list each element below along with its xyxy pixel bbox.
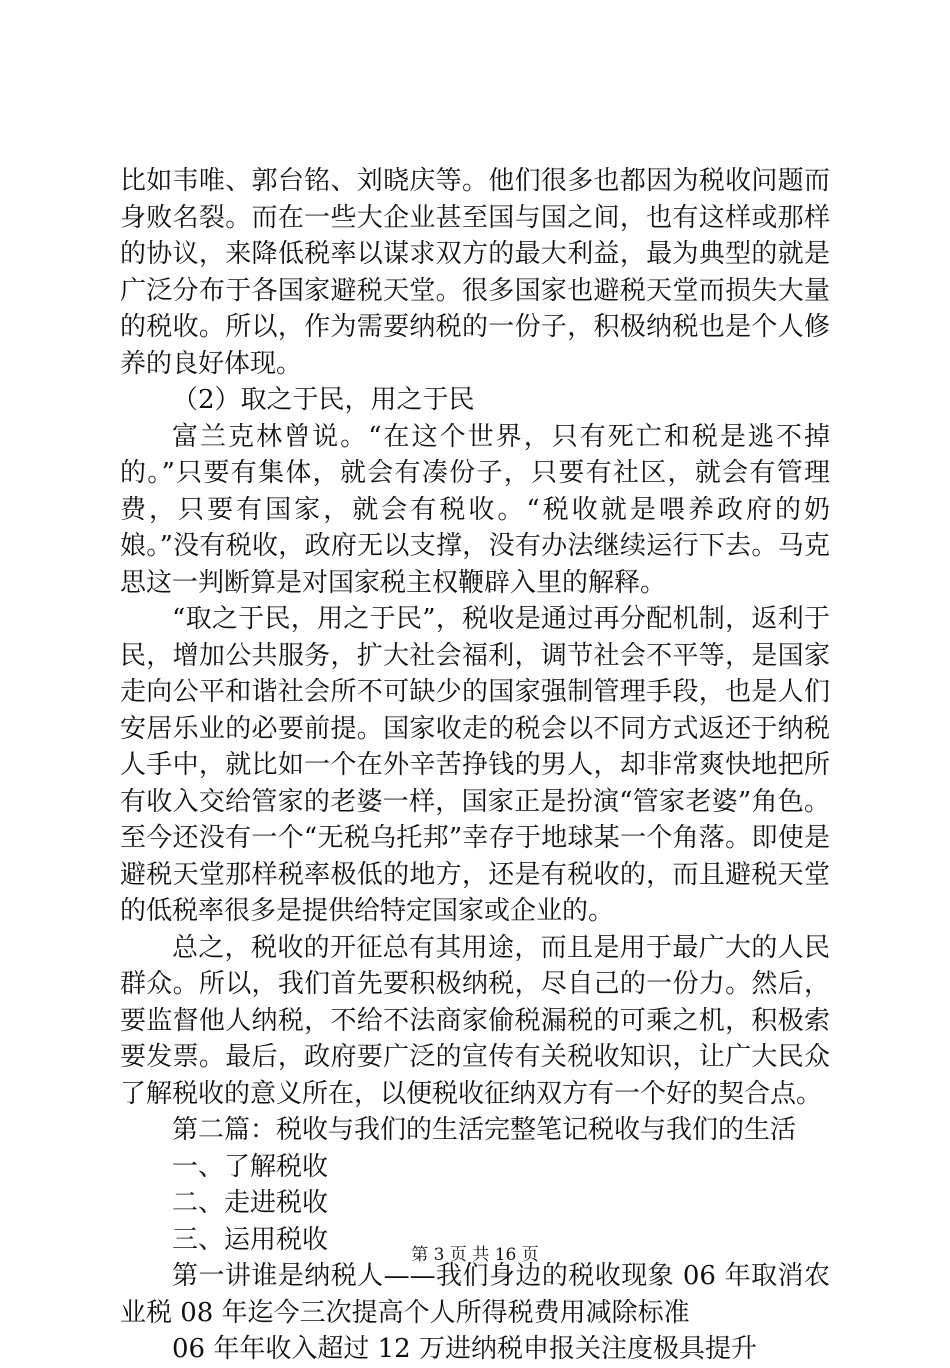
outline-item-2: 二、走进税收: [172, 1188, 329, 1218]
outline-item-1: 一、了解税收: [172, 1151, 329, 1182]
document-body: [120, 163, 830, 1368]
paragraph-conclusion: 总之，税收的开征总有其用途，而且是用于最广大的人民群众。所以，我们首先要积极纳税，尽自己的一份力。然后，要监督他人纳税，不给不法商家偷税漏税的可乘之机，积极索要发票。最后，政府要广泛的宣传有关税收知识，让广大民众了解税收的意义所在，以便税收征纳双方有一个好的契合点。: [120, 932, 830, 1109]
chapter-heading-part-two: 第二篇：税收与我们的生活完整笔记税收与我们的生活: [172, 1115, 797, 1145]
paragraph-income-declaration: 06 年年收入超过 12 万进纳税申报关注度极具提升: [172, 1334, 757, 1364]
paragraph-celebrity-tax: 比如韦唯、郭台铭、刘晓庆等。他们很多也都因为税收问题而身败名裂。而在一些大企业甚至国与国之间，也有这样或那样的协议，来降低税率以谋求双方的最大利益，最为典型的就是广泛分布于各国家避税天堂。很多国家也避税天堂而损失大量的税收。所以，作为需要纳税的一份子，积极纳税也是个人修养的良好体现。: [120, 166, 830, 379]
outline-item-3: 三、运用税收: [172, 1224, 329, 1255]
lecture-one-heading: 第一讲谁是纳税人——我们身边的税收现象 06 年取消农业税 08 年迄今三次提高个人所得税费用减除标准: [120, 1261, 830, 1328]
section-heading-2: （2）取之于民，用之于民: [172, 385, 475, 415]
paragraph-franklin-quote: 富兰克林曾说。“在这个世界，只有死亡和税是逃不掉的。”只要有集体，就会有凑份子，只要有社区，就会有管理费，只要有国家，就会有税收。“税收就是喂养政府的奶娘。”没有税收，政府无以支撑，没有办法继续运行下去。马克思这一判断算是对国家税主权鞭辟入里的解释。: [120, 421, 830, 598]
paragraph-redistribution: “取之于民，用之于民”，税收是通过再分配机制，返利于民，增加公共服务，扩大社会福利，调节社会不平等，是国家走向公平和谐社会所不可缺少的国家强制管理手段，也是人们安居乐业的必要前提。国家收走的税会以不同方式返还于纳税人手中，就比如一个在外辛苦挣钱的男人，却非常爽快地把所有收入交给管家的老婆一样，国家正是扮演“管家老婆”角色。至今还没有一个“无税乌托邦”幸存于地球某一个角落。即使是避税天堂那样税率极低的地方，还是有税收的，而且避税天堂的低税率很多是提供给特定国家或企业的。: [120, 604, 830, 926]
page-number-footer: 第 3 页 共 16 页: [411, 1245, 539, 1265]
